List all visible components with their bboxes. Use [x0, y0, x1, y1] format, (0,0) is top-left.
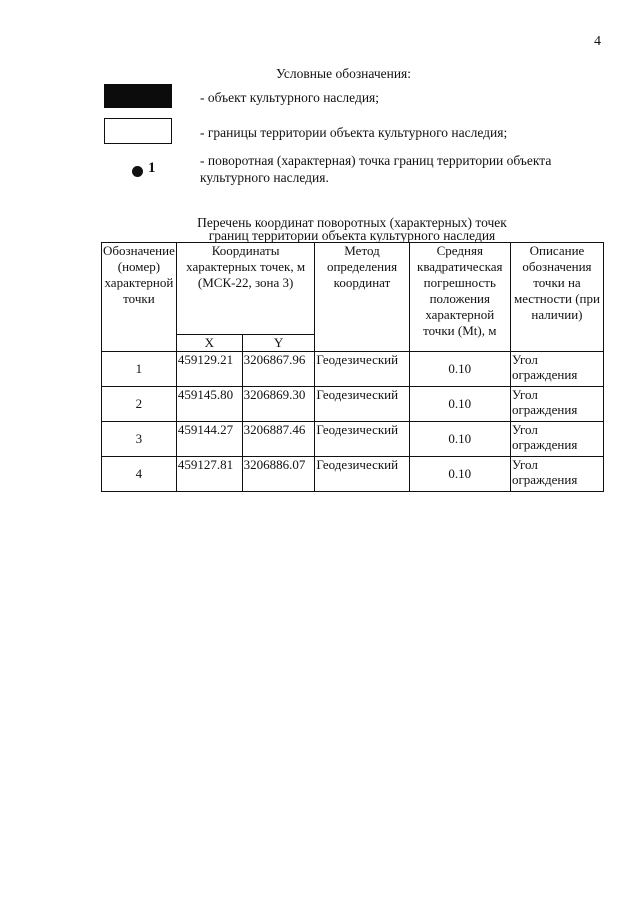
cell-error: 0.10	[409, 457, 510, 492]
cell-x: 459145.80	[176, 387, 242, 422]
table-title	[100, 216, 604, 242]
legend-item-territory-boundary: - границы территории объекта культурного наследия;	[200, 125, 508, 140]
cell-description: Угол ограждения	[510, 457, 603, 492]
point-marker-label: 1	[148, 160, 156, 176]
point-dot-icon	[132, 166, 143, 177]
cell-point-number: 2	[102, 387, 177, 422]
heritage-object-swatch	[104, 84, 172, 108]
table-row	[102, 352, 604, 387]
header-method: Метод определения координат	[315, 243, 409, 352]
table-row	[102, 457, 604, 492]
cell-x: 459127.81	[176, 457, 242, 492]
table-title-line-2: границ территории объекта культурного наследия	[208, 228, 496, 243]
turning-point-marker	[132, 160, 172, 180]
header-y: Y	[242, 335, 315, 352]
table-row	[102, 387, 604, 422]
cell-point-number: 1	[102, 352, 177, 387]
cell-description: Угол ограждения	[510, 422, 603, 457]
header-error: Средняя квадратическая погрешность положения характерной точки (Mt), м	[409, 243, 510, 352]
cell-x: 459144.27	[176, 422, 242, 457]
cell-y: 3206887.46	[242, 422, 315, 457]
table-title-line-1: Перечень координат поворотных (характерных) точек	[197, 215, 507, 230]
table-row	[102, 422, 604, 457]
cell-method: Геодезический	[315, 387, 409, 422]
cell-error: 0.10	[409, 352, 510, 387]
cell-y: 3206886.07	[242, 457, 315, 492]
header-description: Описание обозначения точки на местности (при наличии)	[510, 243, 603, 352]
cell-y: 3206869.30	[242, 387, 315, 422]
header-designation: Обозначение (номер) характерной точки	[102, 243, 177, 352]
cell-method: Геодезический	[315, 422, 409, 457]
header-x: X	[176, 335, 242, 352]
cell-y: 3206867.96	[242, 352, 315, 387]
territory-boundary-swatch	[104, 118, 172, 144]
coordinates-table	[101, 242, 604, 492]
page-number: 4	[594, 34, 601, 49]
cell-error: 0.10	[409, 422, 510, 457]
legend-title: Условные обозначения:	[276, 66, 412, 81]
cell-description: Угол ограждения	[510, 387, 603, 422]
cell-point-number: 4	[102, 457, 177, 492]
cell-method: Геодезический	[315, 352, 409, 387]
cell-x: 459129.21	[176, 352, 242, 387]
cell-method: Геодезический	[315, 457, 409, 492]
cell-point-number: 3	[102, 422, 177, 457]
legend-item-heritage-object: - объект культурного наследия;	[200, 90, 380, 105]
legend-item-turning-point: - поворотная (характерная) точка границ территории объекта культурного наследия.	[200, 153, 552, 185]
header-coordinates: Координаты характерных точек, м (МСК-22, зона 3)	[176, 243, 315, 335]
cell-description: Угол ограждения	[510, 352, 603, 387]
cell-error: 0.10	[409, 387, 510, 422]
